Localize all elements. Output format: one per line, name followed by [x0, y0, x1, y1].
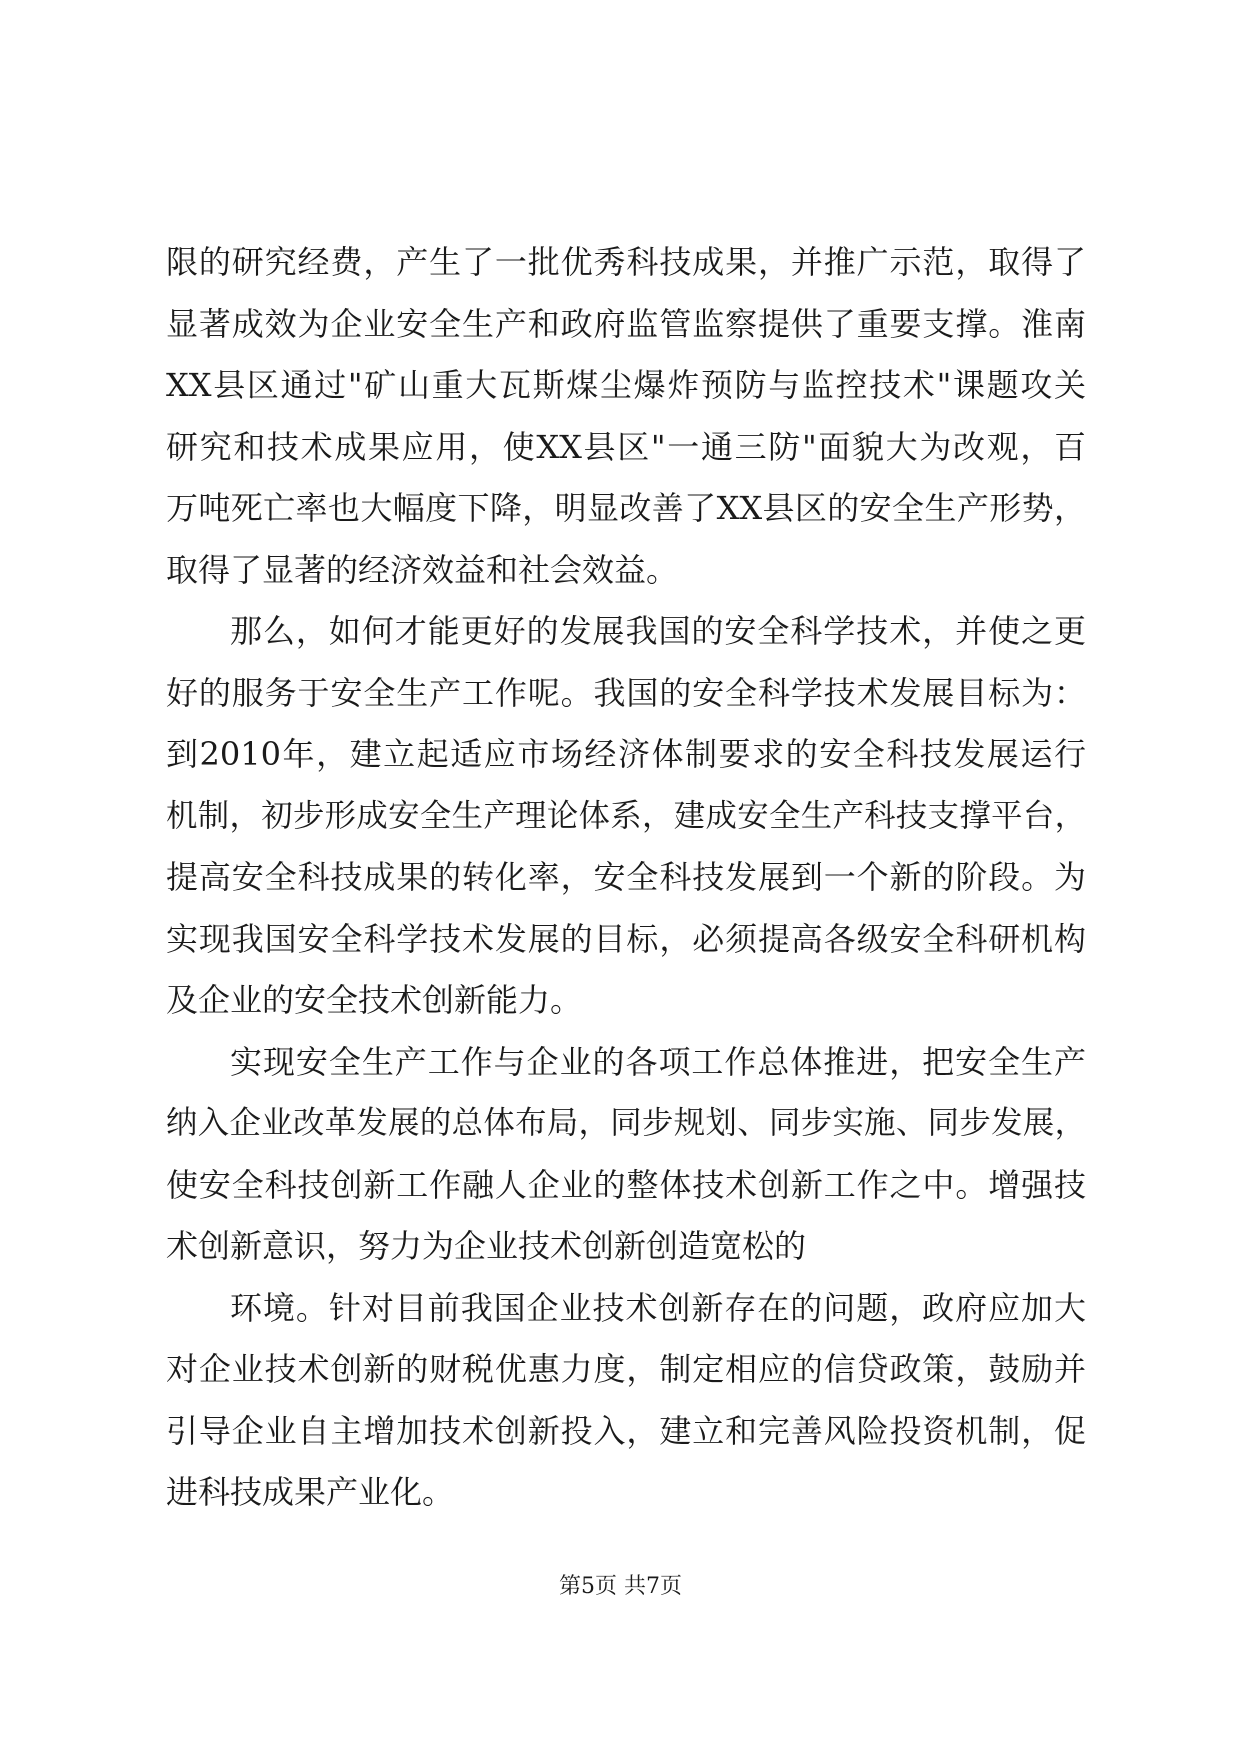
text-line: 对企业技术创新的财税优惠力度，制定相应的信贷政策，鼓励并	[166, 1350, 1086, 1388]
body-text	[166, 232, 1086, 1524]
text-line: 机制，初步形成安全生产理论体系，建成安全生产科技支撑平台，	[166, 797, 1086, 834]
text-line: 研究和技术成果应用，使XX县区"一通三防"面貌大为改观，百	[166, 427, 1086, 466]
text-line: 好的服务于安全生产工作呢。我国的安全科学技术发展目标为：	[166, 673, 1086, 712]
text-line: 及企业的安全技术创新能力。	[166, 981, 583, 1019]
text-line: 使安全科技创新工作融人企业的整体技术创新工作之中。增强技	[166, 1165, 1086, 1204]
text-line: 限的研究经费，产生了一批优秀科技成果，并推广示范，取得了	[166, 243, 1086, 281]
text-line: 纳入企业改革发展的总体布局，同步规划、同步实施、同步发展，	[166, 1105, 1086, 1141]
text-line: 显著成效为企业安全生产和政府监管监察提供了重要支撑。淮南	[166, 304, 1086, 343]
text-line: 术创新意识，努力为企业技术创新创造宽松的	[166, 1227, 807, 1265]
text-line: 实现安全生产工作与企业的各项工作总体推进，把安全生产	[230, 1042, 1086, 1081]
text-line: 环境。针对目前我国企业技术创新存在的问题，政府应加大	[230, 1288, 1086, 1327]
page-footer: 第5页 共7页	[559, 1574, 682, 1599]
text-line: 取得了显著的经济效益和社会效益。	[166, 550, 679, 589]
text-line: 那么，如何才能更好的发展我国的安全科学技术，并使之更	[230, 612, 1086, 650]
text-line: 引导企业自主增加技术创新投入，建立和完善风险投资机制，促	[166, 1411, 1086, 1450]
text-line: XX县区通过"矿山重大瓦斯煤尘爆炸预防与监控技术"课题攻关	[166, 366, 1086, 404]
text-line: 实现我国安全科学技术发展的目标，必须提高各级安全科研机构	[166, 919, 1086, 958]
text-line: 进科技成果产业化。	[166, 1473, 455, 1511]
text-line: 到2010年，建立起适应市场经济体制要求的安全科技发展运行	[166, 735, 1086, 773]
text-line: 提高安全科技成果的转化率，安全科技发展到一个新的阶段。为	[166, 858, 1086, 896]
text-line: 万吨死亡率也大幅度下降，明显改善了XX县区的安全生产形势，	[166, 489, 1086, 527]
